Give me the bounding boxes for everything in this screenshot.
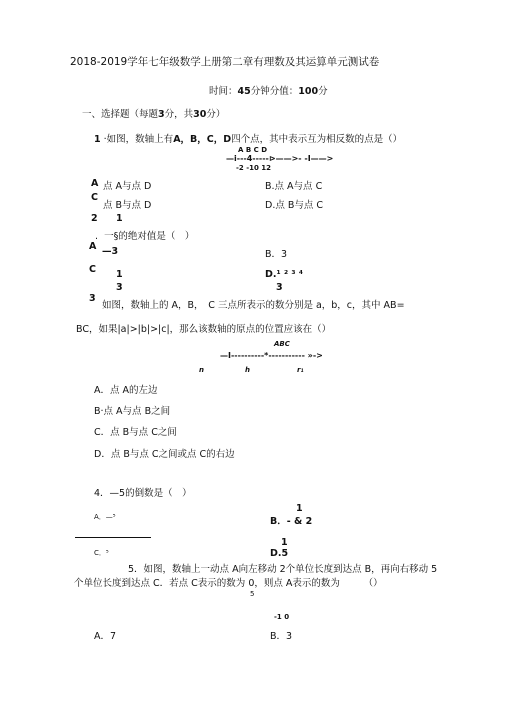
option-a: —3 [102, 246, 119, 257]
question-5-line1: 5．如图，数轴上一动点 A向左移动 2个单位长度到达点 B，再向右移动 5 [128, 564, 438, 575]
option-letter: C [89, 264, 96, 275]
fraction-denominator: 3 [116, 282, 123, 293]
question-number: 3 [89, 293, 96, 304]
score-unit: 分 [318, 86, 328, 97]
option-b: B·点 A与点 B之间 [94, 406, 171, 417]
fraction-numerator: 1 [116, 269, 123, 280]
option-b: B．3 [265, 249, 288, 260]
option-d: D.¹ ² ³ ⁴ [265, 269, 304, 280]
question-3-line2: BC，如果|a|>|b|>|c|，那么该数轴的原点的位置应该在（） [76, 324, 332, 335]
question-5-line2: 个单位长度到达点 C．若点 C表示的数为 0，则点 A表示的数为 （） [74, 578, 383, 589]
option-d: D.5 [270, 548, 289, 559]
option-b: B．- & 2 [270, 516, 313, 527]
axis-label: h [245, 366, 250, 374]
question-number: 2 [91, 213, 98, 224]
score-value: 100 [298, 86, 319, 97]
question-2-text: . 一§的绝对值是（ ） [95, 231, 195, 242]
number-line-numbers: -1 0 [274, 613, 290, 621]
option-letter: A [91, 178, 99, 189]
axis-label: r₁ [297, 366, 304, 374]
option-b: B．3 [270, 631, 293, 642]
option-a: A．7 [94, 631, 117, 642]
fraction-denominator: 3 [276, 282, 283, 293]
time-value: 45 [237, 86, 251, 97]
small-number: 5 [250, 590, 255, 598]
option-letter: C [91, 192, 98, 203]
axis-label: n [199, 366, 204, 374]
time-unit: 分钟 [250, 86, 270, 97]
number-line-numbers: -2 -10 12 [236, 164, 272, 172]
fraction-numerator: 1 [296, 503, 303, 514]
question-3-line1: 如图，数轴上的 A，B， C 三点所表示的数分别是 a，b，c，其中 AB= [102, 300, 405, 311]
question-1: 1 ·如图，数轴上有A，B，C，D四个点，其中表示互为相反数的点是（） [94, 134, 403, 145]
fraction-numerator: 1 [116, 213, 123, 224]
number-line: —i---4-----⊳——>- -I——> [226, 154, 334, 163]
number-line-letters: ABC [274, 340, 290, 348]
option-d: D．点 B与点 C之间或点 C的右边 [94, 449, 235, 460]
fraction-numerator: 1 [281, 537, 288, 548]
option-a: A．—⁵ [94, 513, 116, 521]
section-heading: 一、选择题（每题3分，共30分） [82, 109, 226, 120]
option-c: 点 B与点 D [103, 200, 152, 211]
option-b: B.点 A与点 C [265, 181, 323, 192]
number-line: —I----------*----------- »-> [220, 351, 323, 360]
time-info [209, 83, 328, 97]
question-number: 1 [94, 134, 101, 145]
option-a: A．点 A的左边 [94, 385, 158, 396]
score-label: 分值： [269, 86, 299, 97]
option-c: C．⁵ [94, 549, 109, 557]
time-label: 时间： [209, 86, 238, 97]
option-a: 点 A与点 D [103, 181, 152, 192]
question-4: 4．—5的倒数是（ ） [94, 488, 192, 499]
number-line-letters: A B C D [238, 146, 268, 154]
page-title: 2018-2019学年七年级数学上册第二章有理数及其运算单元测试卷 [70, 56, 380, 68]
option-c: C．点 B与点 C之间 [94, 427, 177, 438]
option-letter: A [89, 241, 97, 252]
divider [75, 537, 151, 538]
option-d: D.点 B与点 C [265, 200, 324, 211]
